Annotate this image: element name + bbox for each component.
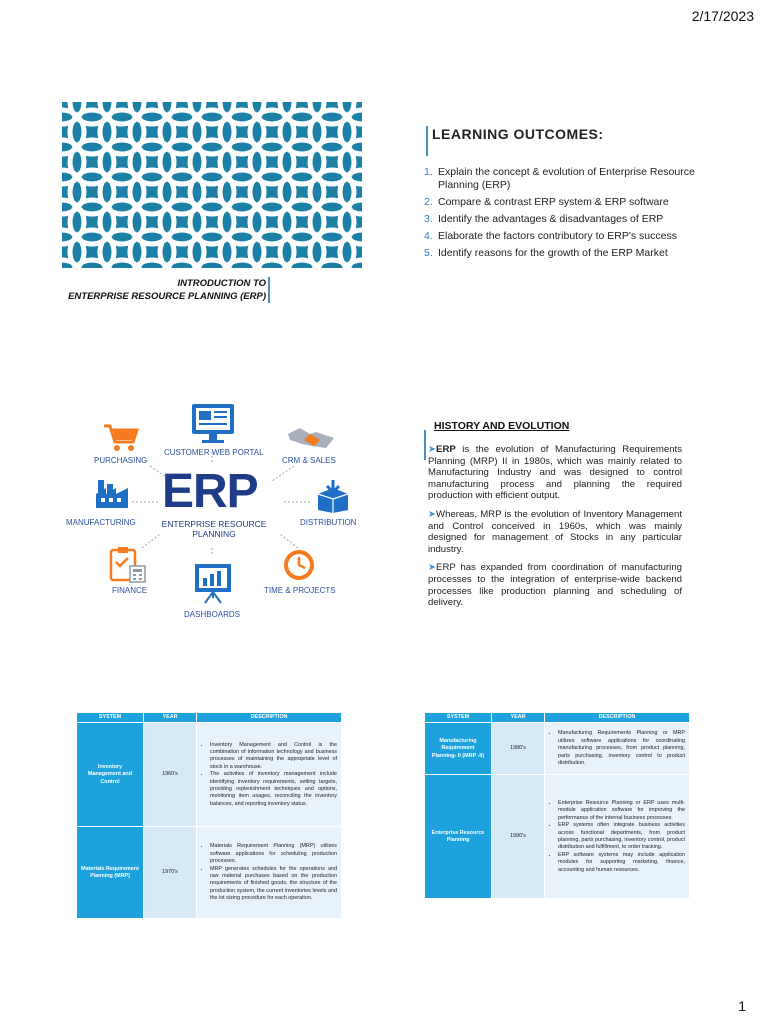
- slide4-divider: [424, 430, 426, 460]
- history-body: [428, 444, 682, 616]
- learning-outcomes-title: LEARNING OUTCOMES:: [432, 126, 604, 142]
- label-distribution: DISTRIBUTION: [300, 518, 357, 527]
- table-row: [425, 775, 690, 899]
- label-time-projects: TIME & PROJECTS: [264, 586, 336, 595]
- slide1-title: [60, 277, 266, 303]
- erp-diagram: [60, 396, 370, 628]
- year-cell: 1990's: [492, 775, 545, 899]
- year-cell: 1980's: [492, 723, 545, 775]
- list-item: • Manufacturing Requirements Planning or MRP utilizes software applications for coordinating manufacturing processes, from product planning, parts purchasing, inventory control to product distribution.: [558, 730, 685, 767]
- factory-icon: [94, 476, 130, 510]
- label-manufacturing: MANUFACTURING: [66, 518, 136, 527]
- table-row: [77, 723, 342, 827]
- table-row: [425, 723, 690, 775]
- evolution-table-2: [424, 712, 690, 899]
- year-cell: 1970's: [144, 827, 197, 919]
- finance-clipboard-icon: [108, 546, 148, 584]
- ring-pattern-icon: [62, 102, 362, 268]
- slide1-title-line1: INTRODUCTION TO: [177, 278, 266, 289]
- arrow-bullet-icon: ➤: [428, 508, 437, 520]
- system-cell: Manufacturing Requirement Planning- II (MRP -II): [425, 723, 492, 775]
- history-paragraph-2: ➤Whereas, MRP is the evolution of Inventory Management and Control conceived in 1960s, which was mainly designed for management of Stocks in any particular industry.: [428, 508, 682, 555]
- evolution-table-1: [76, 712, 342, 919]
- list-item: • Inventory Management and Control is the combination of information technology and business processes of maintaining the appropriate level of stock in a warehouse.: [210, 742, 337, 772]
- list-item: 1. Explain the concept & evolution of Enterprise Resource Planning (ERP): [424, 166, 695, 191]
- column-header-description: DESCRIPTION: [545, 713, 690, 723]
- clock-icon: [282, 548, 316, 582]
- history-paragraph-1: ➤ERP is the evolution of Manufacturing Requirements Planning (MRP) II in 1980s, which was mainly related to Manufacturing Industry and was designed to control manufacturing process and planning the required production with efficient output.: [428, 444, 682, 502]
- arrow-bullet-icon: ➤: [428, 444, 437, 455]
- list-item: • The activities of inventory management include identifying inventory requirements, setting targets, providing replenishment techniques and options, monitoring item usages, reconciling the inventory balances, and reporting inventory status.: [210, 771, 337, 808]
- decorative-pattern-image: [62, 102, 362, 268]
- description-cell: [545, 723, 690, 775]
- column-header-system: SYSTEM: [425, 713, 492, 723]
- description-cell: [197, 723, 342, 827]
- history-paragraph-3: ➤ERP has expanded from coordination of manufacturing processes to the integration of enterprise-wide backend processes like production planning and scheduling of delivery.: [428, 562, 682, 609]
- erp-center-subtitle: ENTERPRISE RESOURCE PLANNING: [161, 519, 267, 539]
- column-header-system: SYSTEM: [77, 713, 144, 723]
- label-finance: FINANCE: [112, 586, 148, 595]
- label-dashboards: DASHBOARDS: [184, 610, 241, 619]
- list-item: • Enterprise Resource Planning or ERP uses multi-module application software for improving the performance of the internal business processes.: [558, 800, 685, 822]
- arrow-bullet-icon: ➤: [428, 562, 437, 574]
- list-item: 2. Compare & contrast ERP system & ERP software: [424, 196, 669, 208]
- slide1-title-line2: ENTERPRISE RESOURCE PLANNING (ERP): [68, 291, 266, 302]
- year-cell: 1960's: [144, 723, 197, 827]
- label-purchasing: PURCHASING: [94, 456, 148, 465]
- web-portal-icon: [190, 402, 236, 444]
- description-cell: [545, 775, 690, 899]
- column-header-year: YEAR: [144, 713, 197, 723]
- slide1-divider: [268, 277, 270, 303]
- slide2-divider: [426, 126, 428, 156]
- table-header-row: [425, 713, 690, 723]
- shopping-cart-icon: [102, 422, 140, 454]
- dashboard-board-icon: [193, 562, 233, 604]
- label-crm: CRM & SALES: [282, 456, 336, 465]
- page-number: 1: [738, 998, 746, 1014]
- label-portal: CUSTOMER WEB PORTAL: [164, 448, 264, 457]
- description-cell: [197, 827, 342, 919]
- system-cell: Enterprise Resource Planning: [425, 775, 492, 899]
- handshake-icon: [286, 424, 336, 452]
- system-cell: Inventory Management and Control: [77, 723, 144, 827]
- table-header-row: [77, 713, 342, 723]
- column-header-description: DESCRIPTION: [197, 713, 342, 723]
- distribution-box-icon: [316, 478, 350, 514]
- list-item: • Materials Requirement Planning (MRP) utilizes software applications for scheduling production processes.: [210, 843, 337, 865]
- list-item: • ERP software systems may include application modules for supporting marketing, finance, accounting and human resources.: [558, 852, 685, 874]
- list-item: • ERP systems often integrate business activities across functional departments, from product planning, parts purchasing, inventory control, product distribution and fulfillment, to order tracking.: [558, 822, 685, 852]
- erp-center-text: ERP: [162, 465, 258, 518]
- list-item: 4. Elaborate the factors contributory to ERP's success: [424, 230, 677, 242]
- table-row: [77, 827, 342, 919]
- list-item: 5. Identify reasons for the growth of the ERP Market: [424, 247, 668, 259]
- list-item: • MRP generates schedules for the operations and raw material purchases based on the production requirements of finished goods, the structure of the production system, the current inventories levels and the lot sizing procedure for each operation.: [210, 866, 337, 903]
- column-header-year: YEAR: [492, 713, 545, 723]
- page-date: 2/17/2023: [691, 8, 754, 24]
- learning-outcomes-list: [424, 166, 714, 264]
- system-cell: Materials Requirement Planning (MRP): [77, 827, 144, 919]
- history-title: HISTORY AND EVOLUTION: [434, 420, 570, 432]
- list-item: 3. Identify the advantages & disadvantages of ERP: [424, 213, 664, 225]
